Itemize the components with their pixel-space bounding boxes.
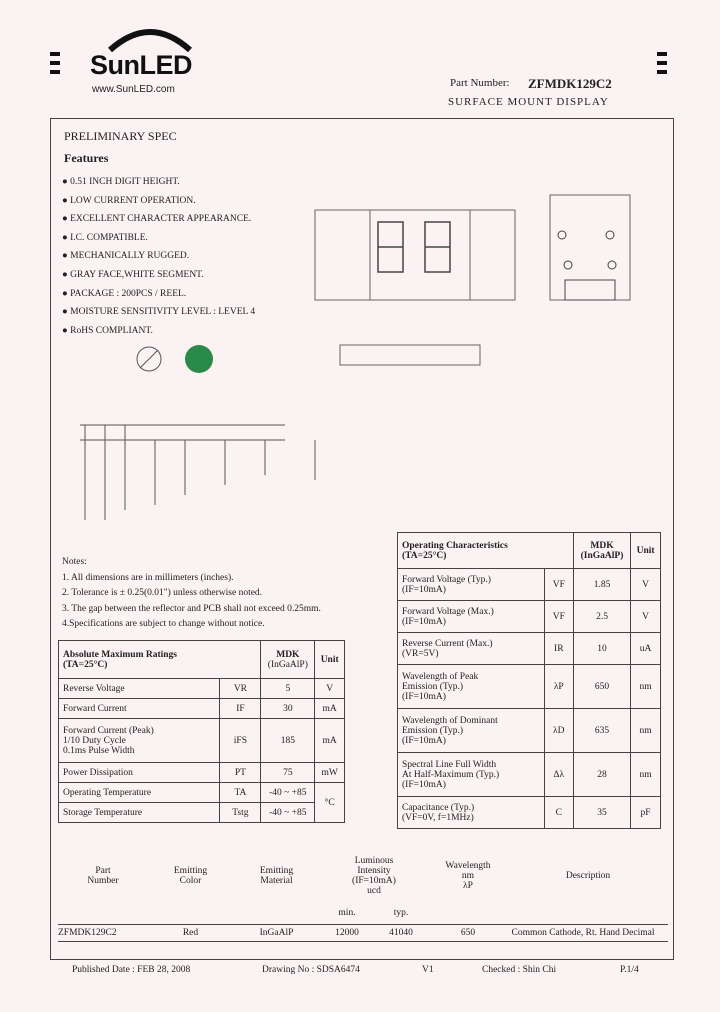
amr-ta: (TA=25°C) (63, 659, 108, 670)
opc-cell: 10 (573, 633, 630, 665)
feature-text: LOW CURRENT OPERATION. (70, 195, 196, 206)
amr-unit: Unit (315, 641, 345, 679)
product-cell: ZFMDK129C2 (58, 928, 117, 938)
amr-cell: 75 (261, 763, 315, 783)
amr-cell: Forward Current (59, 699, 220, 719)
opc-ta: (TA=25°C) (402, 550, 447, 561)
part-number: ZFMDK129C2 (528, 76, 612, 91)
opc-cell: VF (544, 601, 573, 633)
amr-mdk: MDK (276, 649, 300, 660)
opc-cell: λD (544, 709, 573, 753)
version: V1 (422, 965, 434, 975)
feature-item: ● MECHANICALLY RUGGED. (62, 251, 190, 262)
opc-row (398, 797, 661, 829)
opc-cell: λP (544, 665, 573, 709)
feature-text: EXCELLENT CHARACTER APPEARANCE. (70, 214, 252, 225)
amr-cell: -40 ~ +85 (261, 803, 315, 823)
rohs-icons (135, 342, 225, 378)
typ-label: typ. (393, 908, 409, 918)
opc-cell: pF (631, 797, 661, 829)
feature-text: RoHS COMPLIANT. (70, 325, 153, 336)
note-line: 2. Tolerance is ± 0.25(0.01") unless otherwise noted. (62, 588, 263, 598)
product-cell: 41040 (389, 928, 413, 938)
opc-cell: uA (631, 633, 661, 665)
right-bars (657, 52, 667, 79)
opc-mdk-sub: (InGaAlP) (580, 550, 624, 561)
opc-cell: V (631, 601, 661, 633)
amr-cell: mW (315, 763, 345, 783)
brand-logo: SunLED (90, 50, 192, 80)
opc-cell: Capacitance (Typ.) (VF=0V, f=1MHz) (398, 797, 545, 829)
operating-characteristics-table (397, 532, 661, 829)
product-cell: 650 (460, 928, 476, 938)
feature-text: MOISTURE SENSITIVITY LEVEL : LEVEL 4 (70, 307, 256, 318)
opc-cell: Wavelength of Peak Emission (Typ.) (IF=10mA) (398, 665, 545, 709)
product-header: Luminous Intensity (IF=10mA) ucd (352, 856, 396, 896)
opc-cell: V (631, 569, 661, 601)
amr-row (59, 763, 345, 783)
amr-cell: TA (220, 783, 261, 803)
opc-cell: Spectral Line Full Width At Half-Maximum (Typ.) (IF=10mA) (398, 753, 545, 797)
product-header: Wavelength nm λP (445, 861, 491, 891)
feature-text: MECHANICALLY RUGGED. (70, 251, 190, 262)
amr-cell: Power Dissipation (59, 763, 220, 783)
feature-text: GRAY FACE,WHITE SEGMENT. (70, 269, 204, 280)
feature-item: ● PACKAGE : 200PCS / REEL. (62, 288, 187, 299)
brand-url[interactable]: www.SunLED.com (92, 84, 175, 95)
product-header: Emitting Color (173, 866, 208, 886)
product-header: Part Number (87, 866, 119, 886)
amr-mdk-sub: (InGaAlP) (267, 659, 308, 670)
opc-cell: 28 (573, 753, 630, 797)
product-cell: Red (182, 928, 199, 938)
amr-row (59, 719, 345, 763)
logo-arc-icon (105, 22, 195, 52)
amr-cell: 185 (261, 719, 315, 763)
amr-row (59, 783, 345, 803)
amr-cell: IF (220, 699, 261, 719)
opc-row (398, 753, 661, 797)
opc-cell: C (544, 797, 573, 829)
amr-cell: 30 (261, 699, 315, 719)
opc-cell: nm (631, 753, 661, 797)
note-line: 4.Specifications are subject to change without notice. (62, 619, 265, 629)
opc-cell: 635 (573, 709, 630, 753)
opc-row (398, 601, 661, 633)
doc-subtitle: SURFACE MOUNT DISPLAY (448, 96, 609, 108)
amr-cell: Tstg (220, 803, 261, 823)
opc-row (398, 709, 661, 753)
amr-cell: °C (315, 783, 345, 823)
amr-cell: Forward Current (Peak) 1/10 Duty Cycle 0.1ms Pulse Width (59, 719, 220, 763)
amr-cell: Storage Temperature (59, 803, 220, 823)
opc-cell: Forward Voltage (Max.) (IF=10mA) (398, 601, 545, 633)
features-title: Features (64, 151, 109, 165)
opc-cell: 650 (573, 665, 630, 709)
amr-title: Absolute Maximum Ratings (63, 649, 178, 660)
amr-cell: iFS (220, 719, 261, 763)
opc-cell: 2.5 (573, 601, 630, 633)
note-line: 3. The gap between the reflector and PCB shall not exceed 0.25mm. (62, 603, 321, 614)
opc-cell: nm (631, 665, 661, 709)
feature-item: ● RoHS COMPLIANT. (62, 325, 153, 336)
product-cell: 12000 (335, 928, 359, 938)
opc-cell: Δλ (544, 753, 573, 797)
opc-cell: 35 (573, 797, 630, 829)
opc-cell: IR (544, 633, 573, 665)
feature-text: I.C. COMPATIBLE. (70, 232, 148, 243)
prelim-spec: PRELIMINARY SPEC (64, 129, 177, 143)
page-number: P.1/4 (620, 965, 639, 975)
part-number-label: Part Number: (450, 77, 510, 89)
feature-item: ● 0.51 INCH DIGIT HEIGHT. (62, 177, 180, 187)
amr-row (59, 699, 345, 719)
opc-cell: 1.85 (573, 569, 630, 601)
left-bars (50, 52, 60, 79)
feature-item: ● LOW CURRENT OPERATION. (62, 195, 196, 206)
amr-cell: 5 (261, 679, 315, 699)
product-cell: Common Cathode, Rt. Hand Decimal (511, 928, 655, 938)
notes (62, 555, 321, 633)
product-cell: InGaAlP (259, 928, 294, 938)
product-header: Emitting Material (259, 866, 294, 886)
opc-cell: nm (631, 709, 661, 753)
opc-row (398, 665, 661, 709)
amr-row (59, 803, 345, 823)
opc-unit: Unit (631, 533, 661, 569)
feature-item: ● GRAY FACE,WHITE SEGMENT. (62, 269, 204, 280)
amr-cell: mA (315, 719, 345, 763)
note-line: 1. All dimensions are in millimeters (inches). (62, 572, 234, 583)
abs-max-ratings-table (58, 640, 345, 823)
opc-row (398, 633, 661, 665)
product-table (58, 848, 668, 942)
opc-cell: Forward Voltage (Typ.) (IF=10mA) (398, 569, 545, 601)
feature-text: 0.51 INCH DIGIT HEIGHT. (70, 177, 180, 187)
checked-by: Checked : Shin Chi (482, 965, 557, 975)
feature-item: ● MOISTURE SENSITIVITY LEVEL : LEVEL 4 (62, 307, 256, 318)
opc-row (398, 569, 661, 601)
feature-item: ● EXCELLENT CHARACTER APPEARANCE. (62, 214, 252, 225)
min-label: min. (338, 908, 356, 918)
drawing-no: Drawing No : SDSA6474 (262, 965, 360, 975)
opc-cell: Wavelength of Dominant Emission (Typ.) (IF=10mA) (398, 709, 545, 753)
amr-cell: VR (220, 679, 261, 699)
amr-cell: mA (315, 699, 345, 719)
feature-text: PACKAGE : 200PCS / REEL. (70, 288, 187, 299)
opc-title: Operating Characteristics (402, 540, 508, 551)
opc-mdk: MDK (590, 540, 614, 551)
product-header: Description (565, 871, 611, 881)
amr-cell: -40 ~ +85 (261, 783, 315, 803)
amr-cell: Reverse Voltage (59, 679, 220, 699)
package-drawing (310, 140, 670, 380)
opc-cell: Reverse Current (Max.) (VR=5V) (398, 633, 545, 665)
opc-cell: VF (544, 569, 573, 601)
features-list (62, 173, 255, 340)
published-date: Published Date : FEB 28, 2008 (72, 965, 191, 975)
amr-cell: V (315, 679, 345, 699)
circuit-diagram (75, 395, 345, 525)
note-line: Notes: (62, 557, 87, 567)
amr-cell: PT (220, 763, 261, 783)
feature-item: ● I.C. COMPATIBLE. (62, 232, 148, 243)
amr-cell: Operating Temperature (59, 783, 220, 803)
amr-row (59, 679, 345, 699)
